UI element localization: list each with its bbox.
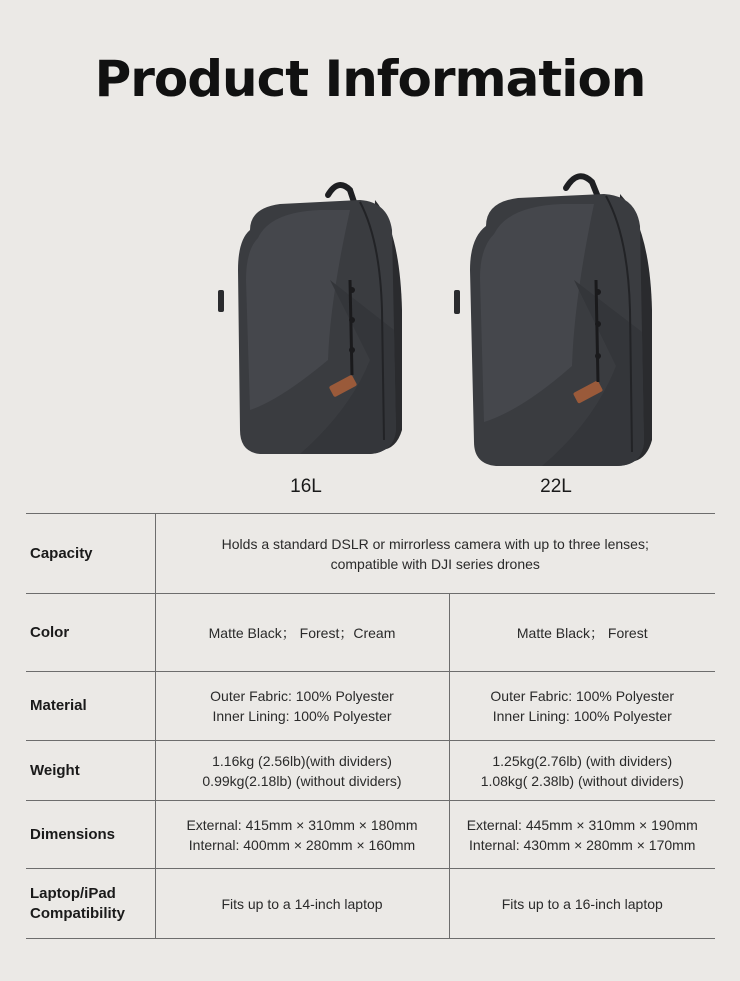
spec-table [26, 513, 715, 939]
backpack-22l-image [450, 160, 660, 470]
spec-value-laptop-22l: Fits up to a 16-inch laptop [449, 869, 715, 939]
spec-value-laptop-16l: Fits up to a 14-inch laptop [155, 869, 449, 939]
spec-label-capacity: Capacity [26, 514, 155, 594]
capacity-line-1: Holds a standard DSLR or mirrorless camera with up to three lenses; [221, 535, 649, 552]
dimensions-16l-line-1: External: 415mm × 310mm × 180mm [186, 816, 418, 833]
spec-row-laptop [26, 869, 715, 939]
backpack-16l-illustration [210, 160, 410, 460]
spec-value-capacity [155, 514, 715, 594]
material-16l-line-1: Outer Fabric: 100% Polyester [210, 688, 394, 704]
dimensions-22l-line-2: Internal: 430mm × 280mm × 170mm [469, 836, 696, 853]
spec-value-dimensions-16l [155, 801, 449, 869]
laptop-label-line-1: Laptop/iPad [30, 884, 116, 902]
page-title: Product Information [94, 50, 646, 108]
material-16l-line-2: Inner Lining: 100% Polyester [212, 708, 392, 724]
weight-16l-line-1: 1.16kg (2.56lb)(with dividers) [212, 752, 392, 769]
size-label-22l: 22L [540, 476, 572, 497]
spec-value-material-16l [155, 672, 449, 741]
spec-row-color [26, 594, 715, 672]
spec-row-weight [26, 741, 715, 801]
spec-value-material-22l [449, 672, 715, 741]
dimensions-16l-line-2: Internal: 400mm × 280mm × 160mm [188, 836, 416, 853]
spec-label-color: Color [26, 594, 155, 672]
weight-22l-line-1: 1.25kg(2.76lb) (with dividers) [492, 752, 673, 769]
material-22l-line-1: Outer Fabric: 100% Polyester [490, 688, 675, 704]
spec-row-material [26, 672, 715, 741]
capacity-line-2: compatible with DJI series drones [330, 555, 540, 572]
spec-value-color-22l: Matte Black； Forest [449, 594, 715, 672]
spec-label-dimensions: Dimensions [26, 801, 155, 869]
spec-value-color-16l: Matte Black； Forest；Cream [155, 594, 449, 672]
laptop-label-line-2: Compatibility [30, 904, 126, 922]
spec-value-weight-16l [155, 741, 449, 801]
spec-value-dimensions-22l [449, 801, 715, 869]
backpack-16l-image [210, 160, 410, 460]
spec-row-capacity [26, 514, 715, 594]
weight-22l-line-2: 1.08kg( 2.38lb) (without dividers) [480, 772, 684, 789]
spec-label-laptop [26, 869, 155, 939]
spec-label-weight: Weight [26, 741, 155, 801]
size-label-16l: 16L [290, 476, 322, 497]
weight-16l-line-2: 0.99kg(2.18lb) (without dividers) [202, 772, 402, 789]
spec-row-dimensions [26, 801, 715, 869]
backpack-22l-illustration [450, 160, 660, 470]
dimensions-22l-line-1: External: 445mm × 310mm × 190mm [466, 816, 698, 833]
spec-value-weight-22l [449, 741, 715, 801]
material-22l-line-2: Inner Lining: 100% Polyester [492, 708, 672, 724]
spec-label-material: Material [26, 672, 155, 741]
